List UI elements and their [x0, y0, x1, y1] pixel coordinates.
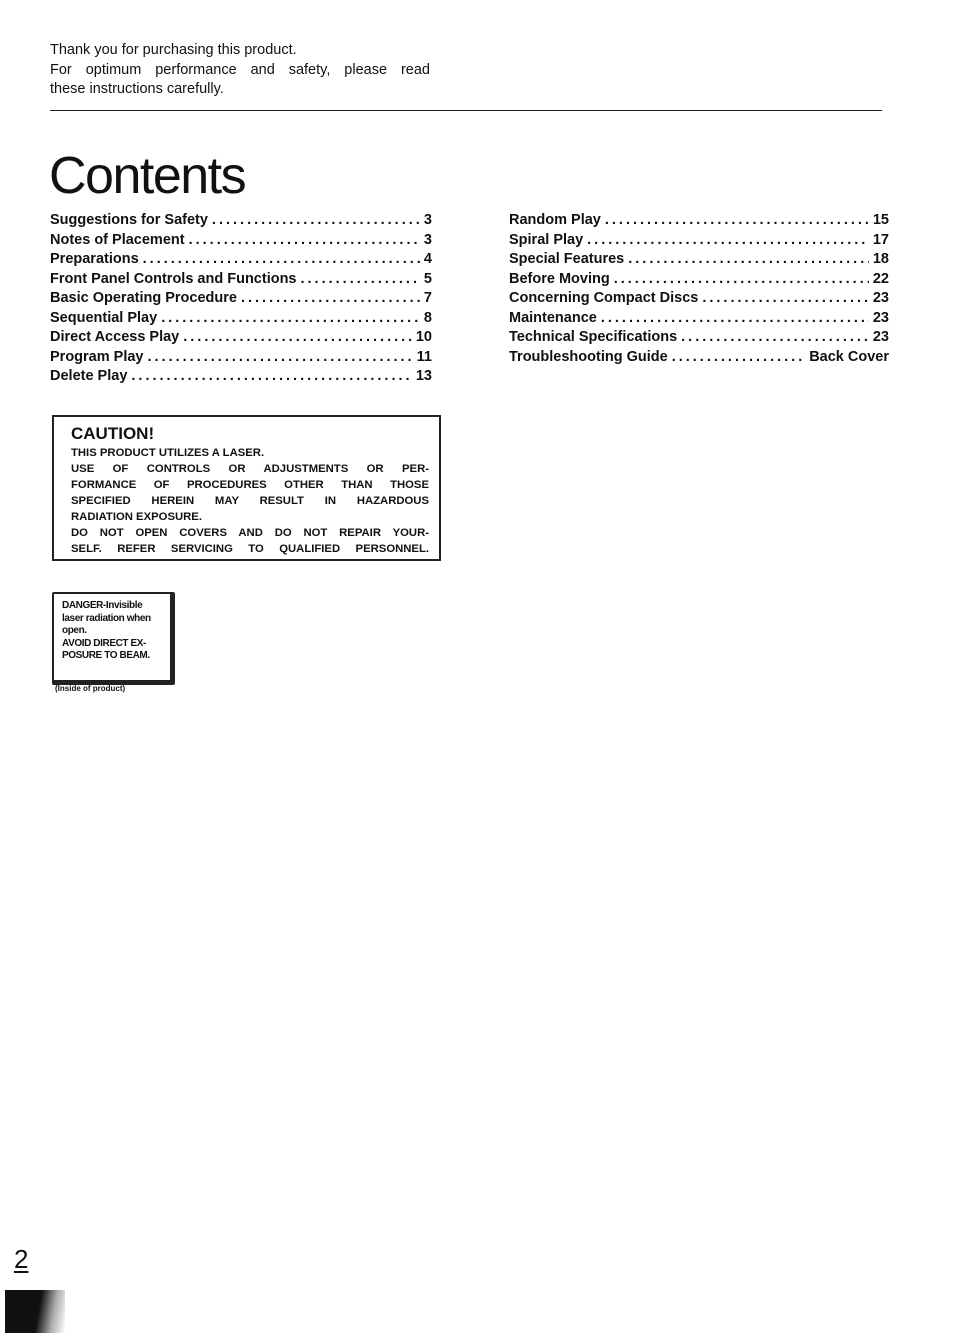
intro-line: these instructions carefully.: [50, 81, 224, 97]
page-number: 2: [14, 1244, 29, 1274]
intro-line: For optimum performance and safety, please read: [50, 61, 430, 78]
toc-leader-dots: [702, 289, 869, 309]
toc-entry-label: Notes of Placement: [50, 231, 185, 248]
caution-line: SELF. REFER SERVICING TO QUALIFIED PERSONNEL.: [71, 543, 429, 555]
caution-line: USE OF CONTROLS OR ADJUSTMENTS OR PER-: [71, 463, 429, 475]
toc-entry: [509, 309, 889, 329]
danger-line: laser radiation when: [62, 612, 151, 624]
toc-entry: [50, 211, 432, 231]
toc-entry: [50, 270, 432, 290]
toc-entry-page: 5: [423, 270, 432, 287]
page-edge-mark: [5, 1290, 65, 1333]
toc-entry-label: Sequential Play: [50, 309, 158, 326]
toc-leader-dots: [212, 211, 420, 231]
toc-entry: [50, 348, 432, 368]
toc-leader-dots: [161, 309, 420, 329]
toc-entry: [50, 231, 432, 251]
toc-leader-dots: [148, 348, 413, 368]
toc-leader-dots: [605, 211, 869, 231]
intro-line: Thank you for purchasing this product.: [50, 42, 297, 58]
toc-entry-page: 23: [872, 290, 889, 306]
caution-line: FORMANCE OF PROCEDURES OTHER THAN THOSE: [71, 479, 429, 491]
toc-leader-dots: [628, 250, 869, 270]
danger-line: AVOID DIRECT EX-: [62, 637, 146, 649]
header-divider: [50, 110, 882, 111]
toc-leader-dots: [183, 328, 412, 348]
toc-entry: [50, 309, 432, 329]
toc-entry-page: 3: [423, 212, 432, 228]
toc-entry: [50, 367, 432, 387]
toc-entry-page: 4: [423, 251, 432, 267]
toc-entry-label: Basic Operating Procedure: [50, 290, 237, 306]
caution-line: DO NOT OPEN COVERS AND DO NOT REPAIR YOUR-: [71, 527, 429, 539]
toc-entry-page: 17: [872, 231, 889, 248]
caution-line: SPECIFIED HEREIN MAY RESULT IN HAZARDOUS: [71, 495, 429, 507]
toc-entry-page: Back Cover: [809, 348, 889, 365]
toc-leader-dots: [189, 231, 420, 251]
toc-entry: [509, 211, 889, 231]
toc-entry: [509, 250, 889, 270]
toc-entry-page: 13: [415, 368, 432, 384]
toc-leader-dots: [143, 250, 420, 270]
toc-entry-page: 23: [872, 309, 889, 326]
toc-entry-page: 3: [423, 231, 432, 248]
toc-entry-label: Direct Access Play: [50, 329, 180, 345]
toc-entry: [50, 289, 432, 309]
toc-entry: [509, 231, 889, 251]
page-title: Contents: [49, 147, 246, 205]
toc-entry-label: Concerning Compact Discs: [509, 290, 699, 306]
toc-leader-dots: [672, 348, 806, 368]
caution-box: [52, 415, 441, 561]
toc-column-right: [509, 211, 889, 367]
toc-entry-label: Technical Specifications: [509, 329, 678, 345]
caution-line: THIS PRODUCT UTILIZES A LASER.: [71, 447, 265, 459]
caution-title: CAUTION!: [71, 424, 155, 443]
danger-label: [52, 592, 175, 685]
toc-leader-dots: [614, 270, 869, 290]
toc-entry-label: Preparations: [50, 251, 139, 267]
toc-entry-page: 10: [415, 329, 432, 345]
toc-column-left: [50, 211, 432, 387]
toc-entry-page: 18: [872, 251, 889, 267]
toc-leader-dots: [601, 309, 869, 329]
toc-entry: [50, 328, 432, 348]
intro-paragraph: [50, 41, 430, 100]
toc-entry-label: Troubleshooting Guide: [509, 348, 668, 365]
toc-leader-dots: [131, 367, 411, 387]
toc-entry-label: Maintenance: [509, 309, 597, 326]
toc-entry-page: 22: [872, 270, 889, 287]
toc-entry-page: 8: [423, 309, 432, 326]
toc-entry-label: Suggestions for Safety: [50, 212, 208, 228]
toc-entry-label: Special Features: [509, 251, 625, 267]
toc-entry: [509, 289, 889, 309]
toc-entry-label: Spiral Play: [509, 231, 584, 248]
toc-leader-dots: [587, 231, 869, 251]
toc-entry: [509, 328, 889, 348]
toc-leader-dots: [681, 328, 869, 348]
toc-leader-dots: [301, 270, 420, 290]
caution-line: RADIATION EXPOSURE.: [71, 511, 202, 523]
caution-text: [71, 445, 429, 557]
danger-line: DANGER-Invisible: [62, 600, 143, 611]
toc-entry-label: Before Moving: [509, 270, 610, 287]
toc-leader-dots: [241, 289, 420, 309]
toc-entry-label: Delete Play: [50, 368, 128, 384]
toc-entry-page: 11: [416, 348, 432, 365]
danger-line: POSURE TO BEAM.: [62, 650, 150, 661]
danger-line: open.: [62, 625, 87, 636]
toc-entry-label: Front Panel Controls and Functions: [50, 270, 297, 287]
toc-entry: [509, 270, 889, 290]
toc-entry: [50, 250, 432, 270]
toc-entry-page: 15: [872, 212, 889, 228]
toc-entry-label: Random Play: [509, 212, 601, 228]
danger-label-note: (Inside of product): [55, 684, 126, 693]
toc-entry-label: Program Play: [50, 348, 144, 365]
toc-entry: [509, 348, 889, 368]
toc-entry-page: 23: [872, 329, 889, 345]
danger-text: [62, 600, 168, 663]
toc-entry-page: 7: [423, 290, 432, 306]
